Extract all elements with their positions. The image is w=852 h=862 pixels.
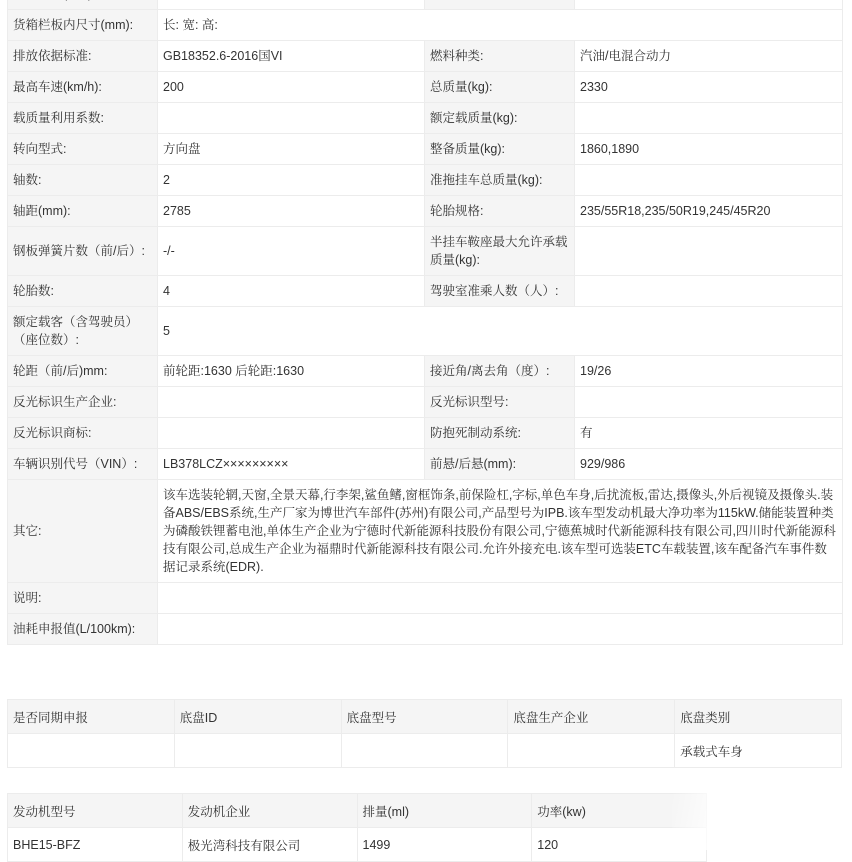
chassis-header-cell: 是否同期申报 xyxy=(8,700,175,734)
spec-label: 轮距（前/后)mm: xyxy=(8,356,158,387)
spec-label: 说明: xyxy=(8,583,158,614)
spec-value xyxy=(575,387,843,418)
spec-value xyxy=(158,583,843,614)
spec-label xyxy=(8,0,158,10)
spec-value: LB378LCZ××××××××× xyxy=(158,449,425,480)
spec-label: 总质量(kg): xyxy=(425,72,575,103)
spec-row xyxy=(8,614,843,645)
spec-value: 1860,1890 xyxy=(575,134,843,165)
spec-label: 轴距(mm): xyxy=(8,196,158,227)
chassis-header-cell: 底盘型号 xyxy=(341,700,508,734)
spec-value xyxy=(158,418,425,449)
spec-value: 前轮距:1630 后轮距:1630 xyxy=(158,356,425,387)
corner-fade-overlay xyxy=(672,790,852,850)
spec-row xyxy=(8,103,843,134)
spec-label: 轴数: xyxy=(8,165,158,196)
spec-value xyxy=(575,0,843,10)
spec-label: 油耗申报值(L/100km): xyxy=(8,614,158,645)
chassis-table xyxy=(7,699,842,768)
spec-label: 载质量利用系数: xyxy=(8,103,158,134)
spec-row xyxy=(8,449,843,480)
spec-label: 驾驶室准乘人数（人）: xyxy=(425,276,575,307)
spec-label: 整备质量(kg): xyxy=(425,134,575,165)
spec-row xyxy=(8,165,843,196)
spec-label: 反光标识生产企业: xyxy=(8,387,158,418)
spec-label: 转向型式: xyxy=(8,134,158,165)
spec-label xyxy=(425,0,575,10)
spec-label: 准拖挂车总质量(kg): xyxy=(425,165,575,196)
spec-value xyxy=(575,165,843,196)
spec-value xyxy=(158,387,425,418)
spec-row xyxy=(8,418,843,449)
spec-row xyxy=(8,0,843,10)
engine-header-cell: 功率(kw) xyxy=(532,794,707,828)
spec-value: GB18352.6-2016国VI xyxy=(158,41,425,72)
chassis-data-row xyxy=(8,734,842,768)
chassis-cell xyxy=(8,734,175,768)
spec-value: 19/26 xyxy=(575,356,843,387)
spec-label: 额定载质量(kg): xyxy=(425,103,575,134)
spec-value xyxy=(575,276,843,307)
spec-label: 半挂车鞍座最大允许承载质量(kg): xyxy=(425,227,575,276)
chassis-cell xyxy=(174,734,341,768)
spec-label: 货箱栏板内尺寸(mm): xyxy=(8,10,158,41)
chassis-cell xyxy=(508,734,675,768)
spec-row xyxy=(8,356,843,387)
spec-value: 汽油/电混合动力 xyxy=(575,41,843,72)
spec-label: 燃料种类: xyxy=(425,41,575,72)
spec-value: 长: 宽: 高: xyxy=(158,10,843,41)
spec-value: 2 xyxy=(158,165,425,196)
engine-header-cell: 发动机企业 xyxy=(182,794,357,828)
spec-row xyxy=(8,134,843,165)
engine-data-row xyxy=(8,828,707,862)
spec-row xyxy=(8,276,843,307)
engine-cell: 120 xyxy=(532,828,707,862)
spec-value: 该车选装轮辋,天窗,全景天幕,行李架,鲨鱼鳍,窗框饰条,前保险杠,字标,单色车身,后扰流板,雷达,摄像头,外后视镜及摄像头.装备ABS/EBS系统,生产厂家为博世汽车部件(苏州)有限公司,产品型号为IPB.该车型发动机最大净功率为115kW.储能装置种类为磷酸铁锂蓄电池,单体生产企业为宁德时代新能源科技股份有限公司,宁德蕉城时代新能源科技有限公司,四川时代新能源科技有限公司,总成生产企业为福鼎时代新能源科技有限公司.允许外接充电.该车型可选装ETC车载装置,该车配备汽车事件数据记录系统(EDR). xyxy=(158,480,843,583)
spec-row xyxy=(8,387,843,418)
spec-row xyxy=(8,41,843,72)
spec-label: 轮胎数: xyxy=(8,276,158,307)
engine-cell: 1499 xyxy=(357,828,532,862)
vehicle-spec-table xyxy=(7,0,843,645)
spec-value xyxy=(575,103,843,134)
spec-label: 额定载客（含驾驶员）（座位数）: xyxy=(8,307,158,356)
spec-row xyxy=(8,10,843,41)
spec-value: 200 xyxy=(158,72,425,103)
chassis-header-row xyxy=(8,700,842,734)
engine-table xyxy=(7,793,707,862)
spec-label: 防抱死制动系统: xyxy=(425,418,575,449)
chassis-header-cell: 底盘ID xyxy=(174,700,341,734)
spec-row xyxy=(8,307,843,356)
chassis-header-cell: 底盘生产企业 xyxy=(508,700,675,734)
spec-label: 前悬/后悬(mm): xyxy=(425,449,575,480)
engine-cell: BHE15-BFZ xyxy=(8,828,183,862)
chassis-cell xyxy=(341,734,508,768)
spec-value xyxy=(158,614,843,645)
spec-label: 其它: xyxy=(8,480,158,583)
spec-value: 4 xyxy=(158,276,425,307)
spec-label: 钢板弹簧片数（前/后）: xyxy=(8,227,158,276)
spec-label: 最高车速(km/h): xyxy=(8,72,158,103)
spec-label: 接近角/离去角（度）: xyxy=(425,356,575,387)
engine-header-cell: 排量(ml) xyxy=(357,794,532,828)
spec-label: 车辆识别代号（VIN）: xyxy=(8,449,158,480)
spec-value xyxy=(158,0,425,10)
spec-label: 反光标识商标: xyxy=(8,418,158,449)
engine-cell: 极光湾科技有限公司 xyxy=(182,828,357,862)
spec-label: 反光标识型号: xyxy=(425,387,575,418)
spec-row xyxy=(8,72,843,103)
spec-label: 排放依据标准: xyxy=(8,41,158,72)
spec-label: 轮胎规格: xyxy=(425,196,575,227)
engine-header-row xyxy=(8,794,707,828)
spec-value: 235/55R18,235/50R19,245/45R20 xyxy=(575,196,843,227)
spec-row xyxy=(8,583,843,614)
spec-value xyxy=(575,227,843,276)
spec-row xyxy=(8,480,843,583)
spec-value: 5 xyxy=(158,307,843,356)
spec-value: 方向盘 xyxy=(158,134,425,165)
spec-value: 有 xyxy=(575,418,843,449)
spec-row xyxy=(8,196,843,227)
spec-row xyxy=(8,227,843,276)
engine-header-cell: 发动机型号 xyxy=(8,794,183,828)
spec-value: 2330 xyxy=(575,72,843,103)
spec-value xyxy=(158,103,425,134)
spec-value: 929/986 xyxy=(575,449,843,480)
chassis-header-cell: 底盘类别 xyxy=(675,700,842,734)
chassis-cell: 承载式车身 xyxy=(675,734,842,768)
spec-value: -/- xyxy=(158,227,425,276)
spec-value: 2785 xyxy=(158,196,425,227)
